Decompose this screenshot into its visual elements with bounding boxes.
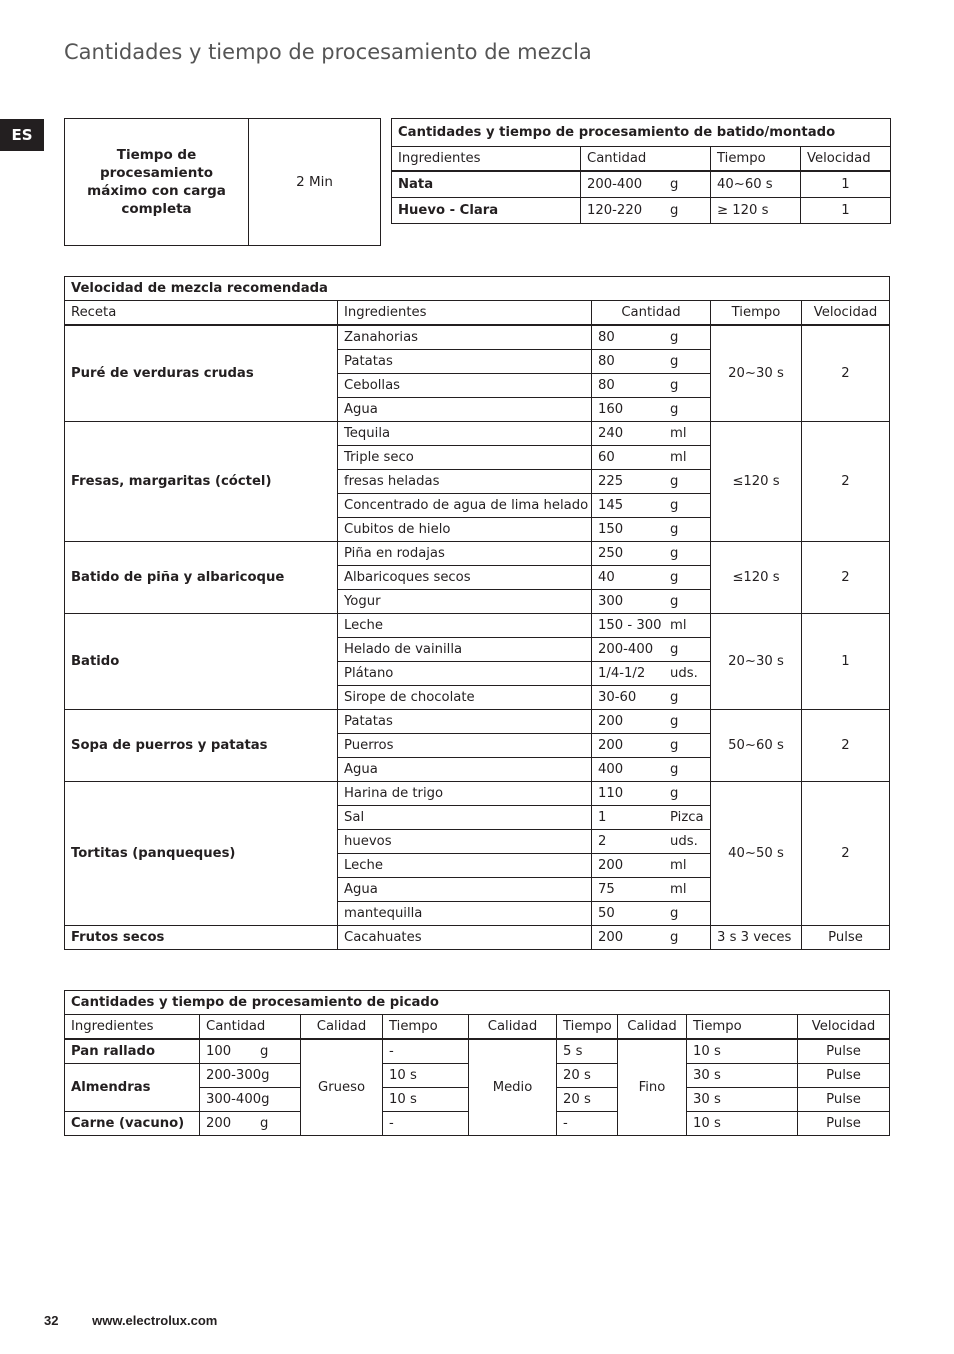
- qty-value: 80: [598, 378, 615, 393]
- chop-header: Ingredientes: [65, 1015, 200, 1040]
- ingredient-name: Agua: [338, 758, 592, 782]
- ingredient-name: Leche: [338, 854, 592, 878]
- chop-time-fine: 10 s: [687, 1112, 798, 1136]
- recipe-name: Fresas, margaritas (cóctel): [65, 422, 338, 542]
- whip-speed: 1: [801, 171, 891, 197]
- qty-value: 225: [598, 474, 624, 489]
- ingredient-name: huevos: [338, 830, 592, 854]
- chop-time-fine: 10 s: [687, 1039, 798, 1064]
- qty-value: 200-300: [206, 1068, 262, 1083]
- ingredient-quantity: [592, 470, 711, 494]
- ingredient-quantity: [592, 518, 711, 542]
- ingredient-name: Concentrado de agua de lima helado: [338, 494, 592, 518]
- qty-unit: g: [670, 498, 679, 513]
- qty-value: 120-220: [587, 202, 643, 218]
- ingredient-name: Piña en rodajas: [338, 542, 592, 566]
- ingredient-name: Cebollas: [338, 374, 592, 398]
- qty-unit: Pizca: [670, 810, 704, 825]
- chop-speed: Pulse: [798, 1039, 890, 1064]
- qty-value: 40: [598, 570, 615, 585]
- qty-value: 300: [598, 594, 624, 609]
- qty-value: 1/4-1/2: [598, 666, 646, 681]
- qty-value: 400: [598, 762, 624, 777]
- ingredient-name: Plátano: [338, 662, 592, 686]
- ingredient-name: Patatas: [338, 710, 592, 734]
- qty-unit: g: [260, 1044, 269, 1059]
- page-footer: [44, 1313, 247, 1328]
- chop-header: Tiempo: [557, 1015, 618, 1040]
- ingredient-quantity: [592, 542, 711, 566]
- quality-fine: Fino: [618, 1039, 687, 1136]
- recipe-time: 20~30 s: [711, 325, 802, 422]
- recipe-time: 40~50 s: [711, 782, 802, 926]
- recipe-name: Tortitas (panqueques): [65, 782, 338, 926]
- ingredient-name: Puerros: [338, 734, 592, 758]
- qty-value: 50: [598, 906, 615, 921]
- ingredient-quantity: [592, 446, 711, 470]
- whip-header: Velocidad: [801, 147, 891, 172]
- blend-table: [64, 276, 890, 950]
- qty-unit: g: [260, 1116, 269, 1131]
- max-time-label: Tiempo de procesamiento máximo con carga completa: [65, 119, 249, 246]
- ingredient-name: Triple seco: [338, 446, 592, 470]
- page-title: Cantidades y tiempo de procesamiento de mezcla: [64, 40, 592, 64]
- ingredient-quantity: [592, 325, 711, 350]
- qty-unit: g: [670, 930, 679, 945]
- whip-header: Cantidad: [581, 147, 711, 172]
- qty-value: 150: [598, 522, 624, 537]
- recipe-speed: 2: [802, 542, 890, 614]
- ingredient-name: Yogur: [338, 590, 592, 614]
- qty-unit: g: [670, 402, 679, 417]
- whip-ingredient: Huevo - Clara: [392, 197, 581, 223]
- ingredient-name: Zanahorias: [338, 325, 592, 350]
- ingredient-name: Helado de vainilla: [338, 638, 592, 662]
- max-time-value: 2 Min: [249, 119, 381, 246]
- whip-speed: 1: [801, 197, 891, 223]
- qty-value: 1: [598, 810, 607, 825]
- chop-header: Cantidad: [200, 1015, 301, 1040]
- qty-unit: ml: [670, 618, 687, 633]
- ingredient-name: mantequilla: [338, 902, 592, 926]
- ingredient-quantity: [592, 494, 711, 518]
- quality-coarse: Grueso: [301, 1039, 383, 1136]
- blend-caption: Velocidad de mezcla recomendada: [65, 277, 890, 301]
- blend-header: Velocidad: [802, 301, 890, 326]
- recipe-speed: 1: [802, 614, 890, 710]
- qty-unit: ml: [670, 426, 687, 441]
- qty-unit: g: [670, 906, 679, 921]
- ingredient-name: Harina de trigo: [338, 782, 592, 806]
- table-row: [65, 710, 890, 734]
- ingredient-name: Cubitos de hielo: [338, 518, 592, 542]
- qty-unit: g: [670, 522, 679, 537]
- ingredient-quantity: [592, 614, 711, 638]
- whip-header: Ingredientes: [392, 147, 581, 172]
- chop-speed: Pulse: [798, 1112, 890, 1136]
- table-row: [65, 325, 890, 350]
- ingredient-quantity: [592, 830, 711, 854]
- qty-value: 60: [598, 450, 615, 465]
- ingredient-name: Sirope de chocolate: [338, 686, 592, 710]
- max-time-table: [64, 118, 381, 246]
- qty-value: 80: [598, 330, 615, 345]
- qty-value: 300-400: [206, 1092, 262, 1107]
- ingredient-quantity: [592, 638, 711, 662]
- whip-time: 40~60 s: [711, 171, 801, 197]
- ingredient-quantity: [592, 422, 711, 446]
- chop-quantity: [200, 1064, 301, 1088]
- ingredient-quantity: [592, 926, 711, 950]
- qty-unit: g: [670, 642, 679, 657]
- qty-value: 150 - 300: [598, 618, 662, 633]
- qty-value: 160: [598, 402, 624, 417]
- qty-unit: g: [670, 354, 679, 369]
- qty-unit: g: [670, 570, 679, 585]
- qty-unit: g: [261, 1068, 270, 1083]
- qty-value: 2: [598, 834, 607, 849]
- qty-unit: g: [670, 594, 679, 609]
- ingredient-name: Patatas: [338, 350, 592, 374]
- qty-unit: ml: [670, 858, 687, 873]
- qty-unit: g: [670, 330, 679, 345]
- table-row: [65, 422, 890, 446]
- chop-time-medium: 20 s: [557, 1064, 618, 1088]
- chop-time-medium: 5 s: [557, 1039, 618, 1064]
- qty-value: 75: [598, 882, 615, 897]
- ingredient-name: Agua: [338, 398, 592, 422]
- qty-value: 200: [598, 738, 624, 753]
- ingredient-quantity: [592, 734, 711, 758]
- blend-header: Tiempo: [711, 301, 802, 326]
- qty-value: 250: [598, 546, 624, 561]
- qty-unit: g: [670, 714, 679, 729]
- table-row: [65, 926, 890, 950]
- chop-ingredient: Carne (vacuno): [65, 1112, 200, 1136]
- blend-header: Receta: [65, 301, 338, 326]
- qty-value: 200: [598, 930, 624, 945]
- chop-header: Calidad: [618, 1015, 687, 1040]
- qty-unit: uds.: [670, 666, 698, 681]
- ingredient-quantity: [592, 686, 711, 710]
- ingredient-quantity: [592, 878, 711, 902]
- qty-unit: g: [670, 474, 679, 489]
- qty-unit: g: [670, 762, 679, 777]
- chop-header: Calidad: [301, 1015, 383, 1040]
- chop-quantity: [200, 1039, 301, 1064]
- ingredient-quantity: [592, 854, 711, 878]
- chop-header: Calidad: [469, 1015, 557, 1040]
- qty-value: 145: [598, 498, 624, 513]
- chop-caption: Cantidades y tiempo de procesamiento de picado: [65, 991, 890, 1015]
- recipe-time: ≤120 s: [711, 542, 802, 614]
- whip-quantity: [581, 197, 711, 223]
- ingredient-quantity: [592, 710, 711, 734]
- recipe-speed: 2: [802, 325, 890, 422]
- ingredient-name: fresas heladas: [338, 470, 592, 494]
- language-tab: ES: [0, 119, 44, 151]
- ingredient-quantity: [592, 662, 711, 686]
- recipe-name: Puré de verduras crudas: [65, 325, 338, 422]
- whip-caption: Cantidades y tiempo de procesamiento de batido/montado: [392, 119, 891, 147]
- chop-time-medium: -: [557, 1112, 618, 1136]
- qty-unit: g: [670, 546, 679, 561]
- chop-speed: Pulse: [798, 1088, 890, 1112]
- whip-table: [391, 118, 891, 224]
- ingredient-name: Albaricoques secos: [338, 566, 592, 590]
- chop-header: Velocidad: [798, 1015, 890, 1040]
- qty-value: 200: [206, 1116, 232, 1131]
- recipe-time: ≤120 s: [711, 422, 802, 542]
- blend-header: Cantidad: [592, 301, 711, 326]
- whip-ingredient: Nata: [392, 171, 581, 197]
- ingredient-name: Leche: [338, 614, 592, 638]
- table-row: [65, 542, 890, 566]
- qty-value: 240: [598, 426, 624, 441]
- chop-time-coarse: -: [383, 1112, 469, 1136]
- ingredient-name: Tequila: [338, 422, 592, 446]
- qty-unit: g: [670, 176, 679, 192]
- ingredient-quantity: [592, 902, 711, 926]
- recipe-time: 3 s 3 veces: [711, 926, 802, 950]
- qty-unit: g: [670, 786, 679, 801]
- ingredient-quantity: [592, 398, 711, 422]
- whip-header: Tiempo: [711, 147, 801, 172]
- qty-unit: ml: [670, 882, 687, 897]
- qty-value: 110: [598, 786, 624, 801]
- ingredient-name: Sal: [338, 806, 592, 830]
- qty-unit: g: [670, 738, 679, 753]
- chop-header: Tiempo: [383, 1015, 469, 1040]
- recipe-name: Frutos secos: [65, 926, 338, 950]
- recipe-name: Sopa de puerros y patatas: [65, 710, 338, 782]
- table-row: [65, 1039, 890, 1064]
- chop-quantity: [200, 1112, 301, 1136]
- ingredient-quantity: [592, 806, 711, 830]
- recipe-speed: 2: [802, 782, 890, 926]
- ingredient-name: Agua: [338, 878, 592, 902]
- quality-medium: Medio: [469, 1039, 557, 1136]
- qty-value: 200: [598, 714, 624, 729]
- qty-unit: g: [670, 690, 679, 705]
- chop-ingredient: Pan rallado: [65, 1039, 200, 1064]
- whip-quantity: [581, 171, 711, 197]
- chop-time-coarse: 10 s: [383, 1088, 469, 1112]
- page-number: 32: [44, 1313, 59, 1328]
- recipe-name: Batido de piña y albaricoque: [65, 542, 338, 614]
- recipe-name: Batido: [65, 614, 338, 710]
- qty-unit: g: [670, 378, 679, 393]
- recipe-speed: Pulse: [802, 926, 890, 950]
- ingredient-quantity: [592, 782, 711, 806]
- chop-table: [64, 990, 890, 1136]
- qty-value: 80: [598, 354, 615, 369]
- qty-value: 30-60: [598, 690, 637, 705]
- whip-time: ≥ 120 s: [711, 197, 801, 223]
- recipe-time: 20~30 s: [711, 614, 802, 710]
- qty-value: 200-400: [598, 642, 654, 657]
- chop-ingredient: Almendras: [65, 1064, 200, 1112]
- qty-unit: g: [670, 202, 679, 218]
- qty-unit: g: [261, 1092, 270, 1107]
- ingredient-quantity: [592, 374, 711, 398]
- chop-time-coarse: 10 s: [383, 1064, 469, 1088]
- chop-time-fine: 30 s: [687, 1064, 798, 1088]
- ingredient-quantity: [592, 350, 711, 374]
- chop-time-medium: 20 s: [557, 1088, 618, 1112]
- recipe-speed: 2: [802, 710, 890, 782]
- qty-unit: uds.: [670, 834, 698, 849]
- chop-quantity: [200, 1088, 301, 1112]
- qty-value: 100: [206, 1044, 232, 1059]
- table-row: [65, 782, 890, 806]
- recipe-speed: 2: [802, 422, 890, 542]
- table-row: [392, 197, 891, 223]
- table-row: [65, 614, 890, 638]
- ingredient-quantity: [592, 758, 711, 782]
- table-row: [392, 171, 891, 197]
- blend-header: Ingredientes: [338, 301, 592, 326]
- recipe-time: 50~60 s: [711, 710, 802, 782]
- chop-time-coarse: -: [383, 1039, 469, 1064]
- qty-unit: ml: [670, 450, 687, 465]
- website-link[interactable]: www.electrolux.com: [92, 1313, 218, 1328]
- qty-value: 200-400: [587, 176, 643, 192]
- ingredient-name: Cacahuates: [338, 926, 592, 950]
- chop-time-fine: 30 s: [687, 1088, 798, 1112]
- chop-header: Tiempo: [687, 1015, 798, 1040]
- ingredient-quantity: [592, 590, 711, 614]
- ingredient-quantity: [592, 566, 711, 590]
- qty-value: 200: [598, 858, 624, 873]
- chop-speed: Pulse: [798, 1064, 890, 1088]
